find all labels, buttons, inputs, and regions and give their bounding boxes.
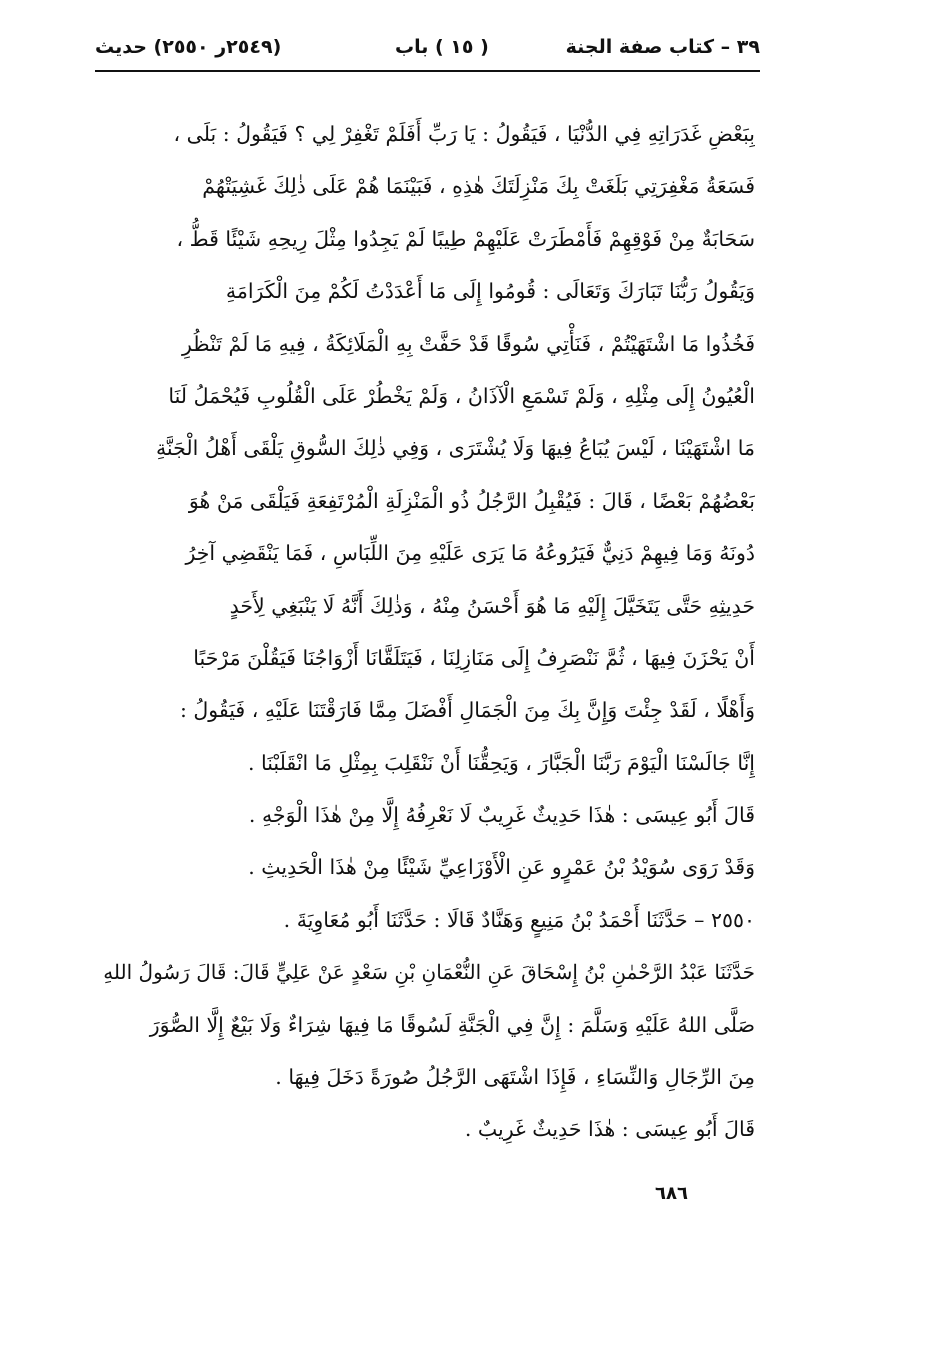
- page-header: [95, 30, 760, 70]
- text-line: قَالَ أَبُو عِيسَى : هٰذَا حَدِيثٌ غَرِيبٌ لَا نَعْرِفُهُ إِلَّا مِنْ هٰذَا الْوَجْهِ .: [248, 803, 755, 828]
- text-line: وَقَدْ رَوَى سُوَيْدُ بْنُ عَمْرٍو عَنِ الْأَوْزَاعِيِّ شَيْئًا مِنْ هٰذَا الْحَدِيثِ .: [248, 855, 755, 880]
- text-line: دُونَهُ وَمَا فِيهِمْ دَنِيٌّ فَيَرُوعُهُ مَا يَرَى عَلَيْهِ مِنَ اللِّبَاسِ ، فَمَا يَنْقَضِي آخِرُ: [185, 541, 755, 566]
- text-line: قَالَ أَبُو عِيسَى : هٰذَا حَدِيثٌ غَرِيبٌ .: [464, 1117, 755, 1142]
- text-line: مَا اشْتَهَيْنَا ، لَيْسَ يُبَاعُ فِيهَا وَلَا يُشْتَرَى ، وَفِي ذٰلِكَ السُّوقِ يَلْقَى أَهْلُ الْجَنَّةِ: [155, 436, 755, 461]
- text-line: أَنْ يَحْزَنَ فِيهَا ، ثُمَّ نَنْصَرِفُ إِلَى مَنَازِلِنَا ، فَيَتَلَقَّانَا أَزْوَاجُنَا فَيَقُلْنَ مَرْحَبًا: [193, 645, 755, 670]
- text-line: مِنَ الرِّجَالِ وَالنِّسَاءِ ، فَإِذَا اشْتَهَى الرَّجُلُ صُورَةً دَخَلَ فِيهَا .: [275, 1065, 755, 1090]
- text-line: بَعْضُهُمْ بَعْضًا ، قَالَ : فَيُقْبِلُ الرَّجُلُ ذُو الْمَنْزِلَةِ الْمُرْتَفِعَةِ فَيَلْقَى مَنْ هُوَ: [188, 488, 755, 513]
- header-divider: [95, 70, 760, 72]
- header-section: ( ١٥ ) باب: [395, 36, 489, 58]
- page-number: ٦٨٦: [655, 1183, 688, 1204]
- text-line: حَدِيثِهِ حَتَّى يَتَخَيَّلَ إِلَيْهِ مَا هُوَ أَحْسَنُ مِنْهُ ، وَذٰلِكَ أَنَّهُ لَا يَنْبَغِي لِأَحَدٍ: [229, 593, 755, 618]
- text-line: ٢٥٥٠ – حَدَّثَنَا أَحْمَدُ بْنُ مَنِيعٍ وَهَنَّادٌ قَالَا : حَدَّثَنَا أَبُو مُعَاوِيَةَ .: [283, 907, 755, 932]
- text-line: فَسَعَةُ مَغْفِرَتِي بَلَغَتْ بِكَ مَنْزِلَتَكَ هٰذِهِ ، فَبَيْنَمَا هُمْ عَلَى ذٰلِكَ غَشِيَتْهُمْ: [202, 174, 755, 199]
- text-line: فَخُذُوا مَا اشْتَهَيْتُمْ ، فَنَأْتِي سُوقًا قَدْ حَفَّتْ بِهِ الْمَلَائِكَةُ ، فِيهِ مَا لَمْ تَنْظُرِ: [181, 331, 755, 356]
- text-line: بِبَعْضِ غَدَرَاتِهِ فِي الدُّنْيَا ، فَيَقُولُ : يَا رَبِّ أَفَلَمْ تَغْفِرْ لِي ؟ فَيَقُولُ : بَلَى ،: [173, 122, 755, 146]
- text-line: سَحَابَةٌ مِنْ فَوْقِهِمْ فَأَمْطَرَتْ عَلَيْهِمْ طِيبًا لَمْ يَجِدُوا مِثْلَ رِيحِهِ شَيْئًا قَطُّ ،: [176, 226, 755, 251]
- text-line: الْعُيُونُ إِلَى مِثْلِهِ ، وَلَمْ تَسْمَعِ الْآذَانُ ، وَلَمْ يَخْطُرْ عَلَى الْقُلُوبِ فَيُحْمَلُ لَنَا: [168, 383, 755, 408]
- header-hadith-range: (٢٥٤٩ر ٢٥٥٠) حديث: [95, 36, 282, 58]
- text-line: وَيَقُولُ رَبُّنَا تَبَارَكَ وَتَعَالَى : قُومُوا إِلَى مَا أَعْدَدْتُ لَكُمْ مِنَ الْكَرَامَةِ: [225, 279, 755, 304]
- text-line: إِنَّا جَالَسْنَا الْيَوْمَ رَبَّنَا الْجَبَّارَ ، وَيَحِقُّنَا أَنْ نَنْقَلِبَ بِمِثْلِ مَا انْقَلَبْنَا .: [247, 750, 755, 775]
- text-line: صَلَّى اللهُ عَلَيْهِ وَسَلَّمَ : إِنَّ فِي الْجَنَّةِ لَسُوقًا مَا فِيهَا شِرَاءٌ وَلَا بَيْعٌ إِلَّا الصُّوَرَ: [149, 1012, 755, 1037]
- text-line: وَأَهْلًا ، لَقَدْ جِئْتَ وَإِنَّ بِكَ مِنَ الْجَمَالِ أَفْضَلَ مِمَّا فَارَقْتَنَا عَلَيْهِ ، فَيَقُولُ :: [179, 698, 755, 723]
- body-text: [100, 108, 755, 1156]
- header-chapter-title: ٣٩ – كتاب صفة الجنة: [565, 36, 760, 58]
- text-line: حَدَّثَنَا عَبْدُ الرَّحْمٰنِ بْنُ إِسْحَاقَ عَنِ النُّعْمَانِ بْنِ سَعْدٍ عَنْ عَلِيٍّ قَالَ: قَالَ رَسُولُ اللهِ: [103, 960, 755, 985]
